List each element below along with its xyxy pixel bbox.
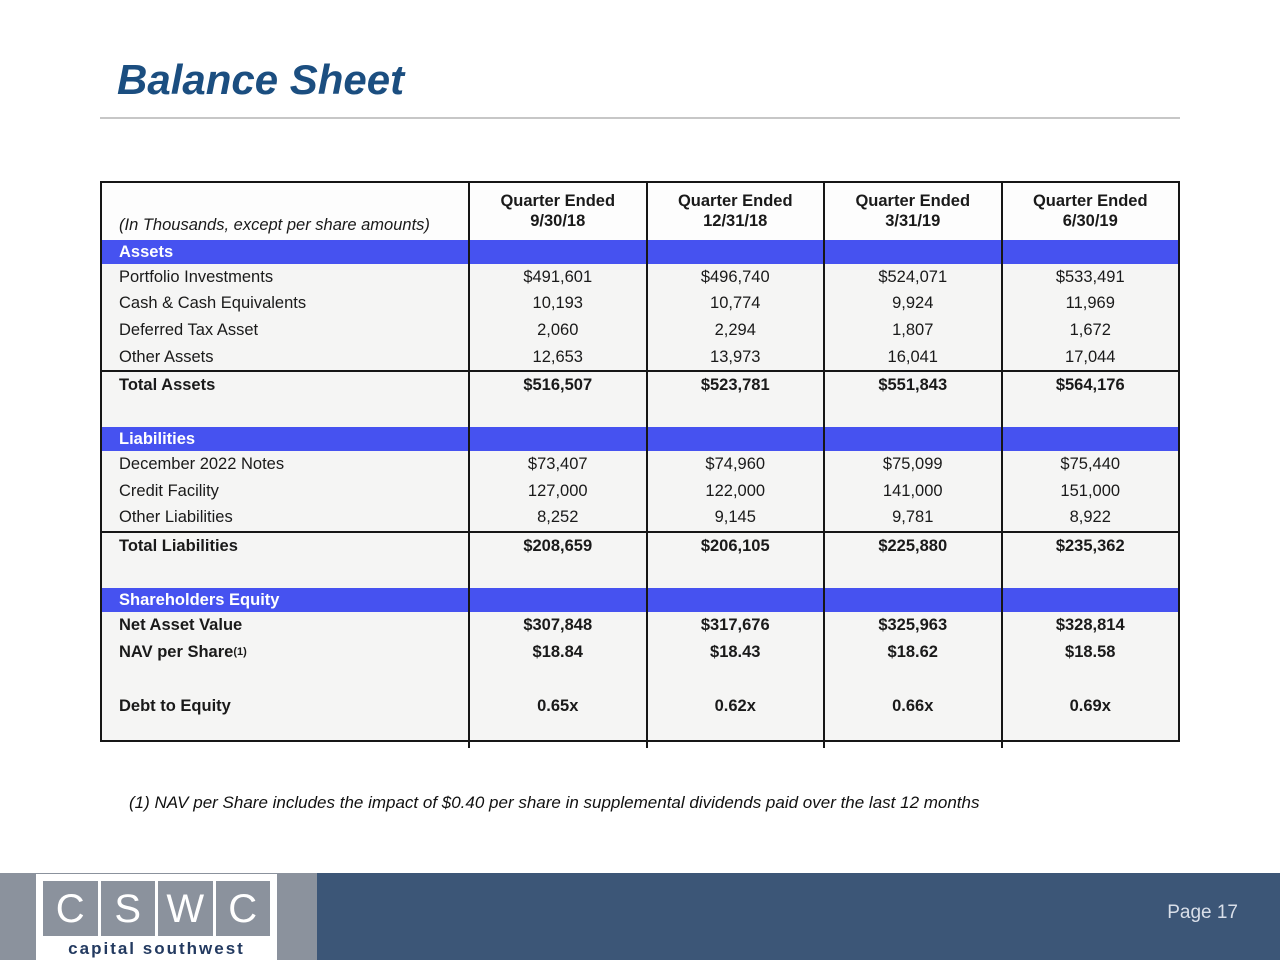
row-value: 0.66x: [823, 693, 1001, 720]
column-header-q2: [646, 183, 824, 240]
logo-letter-squares: [43, 881, 270, 936]
row-label: Total Assets: [119, 376, 216, 395]
row-value: $328,814: [1001, 612, 1179, 639]
row-value: [646, 720, 824, 748]
section-header-row: [102, 427, 1178, 451]
table-row: [102, 612, 1178, 639]
table-row: [102, 344, 1178, 371]
row-value: [1001, 588, 1179, 612]
logo-wordmark: capital southwest: [68, 939, 245, 958]
table-row: [102, 478, 1178, 505]
table-row: [102, 505, 1178, 532]
row-value: $491,601: [468, 264, 646, 291]
row-value: [468, 665, 646, 693]
row-label: Assets: [119, 242, 174, 261]
row-value: [646, 399, 824, 427]
column-header-q4: [1001, 183, 1179, 240]
row-value: [468, 240, 646, 264]
row-value: [823, 399, 1001, 427]
row-value: [1001, 560, 1179, 588]
row-value: $523,781: [646, 372, 824, 399]
row-value: $18.58: [1001, 639, 1179, 666]
row-value: $18.62: [823, 639, 1001, 666]
column-header-line1: Quarter Ended: [855, 192, 971, 211]
row-value: [1001, 665, 1179, 693]
row-value: [823, 240, 1001, 264]
row-value: 0.69x: [1001, 693, 1179, 720]
table-row: [102, 560, 1178, 588]
row-value: $564,176: [1001, 372, 1179, 399]
row-value: [823, 588, 1001, 612]
row-value: $496,740: [646, 264, 824, 291]
row-label: NAV per Share (1): [119, 642, 247, 661]
table-row: [102, 693, 1178, 720]
column-header-line1: Quarter Ended: [677, 192, 793, 211]
table-row: [102, 399, 1178, 427]
row-label: Shareholders Equity: [119, 590, 280, 609]
column-header-q1: [468, 183, 646, 240]
row-value: 12,653: [468, 344, 646, 371]
footnote: (1) NAV per Share includes the impact of $0.40 per share in supplemental dividends paid over the last 12 months: [129, 793, 980, 812]
table-row: [102, 291, 1178, 318]
row-value: [823, 560, 1001, 588]
row-value: 8,922: [1001, 505, 1179, 532]
row-value: [646, 240, 824, 264]
row-label: Deferred Tax Asset: [119, 320, 259, 339]
row-value: $524,071: [823, 264, 1001, 291]
row-value: 16,041: [823, 344, 1001, 371]
table-row: [102, 370, 1178, 399]
row-value: 151,000: [1001, 478, 1179, 505]
row-value: 11,969: [1001, 291, 1179, 318]
row-value: $516,507: [468, 372, 646, 399]
row-value: 2,060: [468, 317, 646, 344]
row-value: [646, 588, 824, 612]
cswc-logo: [36, 874, 277, 960]
row-value: 9,781: [823, 505, 1001, 532]
section-header-row: [102, 240, 1178, 264]
logo-letter-c2: C: [216, 881, 271, 936]
column-header-q3: [823, 183, 1001, 240]
row-label: December 2022 Notes: [119, 455, 285, 474]
row-value: [646, 665, 824, 693]
row-value: [1001, 240, 1179, 264]
row-value: 1,807: [823, 317, 1001, 344]
row-label: Total Liabilities: [119, 537, 238, 556]
table-row: [102, 317, 1178, 344]
row-value: $18.84: [468, 639, 646, 666]
row-value: 0.62x: [646, 693, 824, 720]
row-value: $551,843: [823, 372, 1001, 399]
column-header-line1: Quarter Ended: [500, 192, 616, 211]
row-value: $533,491: [1001, 264, 1179, 291]
page-number: Page 17: [1167, 902, 1238, 923]
row-value: $325,963: [823, 612, 1001, 639]
row-value: 8,252: [468, 505, 646, 532]
title-underline: [100, 117, 1180, 119]
table-header-row: [102, 183, 1178, 240]
row-value: $73,407: [468, 451, 646, 478]
row-value: $75,099: [823, 451, 1001, 478]
row-label: Debt to Equity: [119, 697, 231, 716]
row-value: 10,193: [468, 291, 646, 318]
footer-navy-band: [317, 873, 1280, 960]
unit-note: (In Thousands, except per share amounts): [119, 216, 430, 234]
row-label: Other Assets: [119, 347, 214, 366]
row-value: [823, 665, 1001, 693]
row-value: [468, 560, 646, 588]
row-label: [102, 665, 468, 693]
row-value: 1,672: [1001, 317, 1179, 344]
row-value: 122,000: [646, 478, 824, 505]
row-value: $206,105: [646, 533, 824, 560]
row-label: [102, 399, 468, 427]
row-value: $225,880: [823, 533, 1001, 560]
row-value: [1001, 399, 1179, 427]
row-value: $235,362: [1001, 533, 1179, 560]
table-row: [102, 264, 1178, 291]
column-header-line2: 6/30/19: [1062, 211, 1118, 230]
row-value: [1001, 427, 1179, 451]
balance-sheet-table: [100, 181, 1180, 742]
logo-letter-s: S: [101, 881, 156, 936]
row-value: 0.65x: [468, 693, 646, 720]
column-header-line2: 3/31/19: [885, 211, 941, 230]
row-value: $317,676: [646, 612, 824, 639]
row-value: [468, 427, 646, 451]
row-value: [468, 720, 646, 748]
row-value: [468, 399, 646, 427]
row-value: 2,294: [646, 317, 824, 344]
row-value: $18.43: [646, 639, 824, 666]
row-value: [646, 427, 824, 451]
row-label: Cash & Cash Equivalents: [119, 294, 307, 313]
row-label: Net Asset Value: [119, 615, 243, 634]
row-value: $74,960: [646, 451, 824, 478]
page-title: Balance Sheet: [117, 56, 405, 103]
row-value: [468, 588, 646, 612]
row-value: [646, 560, 824, 588]
row-value: 141,000: [823, 478, 1001, 505]
row-value: [823, 720, 1001, 748]
row-value: 10,774: [646, 291, 824, 318]
row-label: [102, 720, 468, 748]
row-label: Liabilities: [119, 429, 196, 448]
table-row: [102, 639, 1178, 666]
row-value: 9,145: [646, 505, 824, 532]
row-value: 13,973: [646, 344, 824, 371]
table-row: [102, 720, 1178, 748]
row-value: $307,848: [468, 612, 646, 639]
table-body: [102, 240, 1178, 748]
row-value: $75,440: [1001, 451, 1179, 478]
column-header-line1: Quarter Ended: [1032, 192, 1148, 211]
row-label: Credit Facility: [119, 481, 219, 500]
table-row: [102, 531, 1178, 560]
column-header-line2: 12/31/18: [703, 211, 768, 230]
row-value: 9,924: [823, 291, 1001, 318]
logo-letter-c1: C: [43, 881, 98, 936]
row-label: Portfolio Investments: [119, 267, 274, 286]
row-label: Other Liabilities: [119, 508, 233, 527]
row-value: 127,000: [468, 478, 646, 505]
row-value: [823, 427, 1001, 451]
row-label: [102, 560, 468, 588]
table-row: [102, 451, 1178, 478]
logo-letter-w: W: [158, 881, 213, 936]
row-value: [1001, 720, 1179, 748]
table-row: [102, 665, 1178, 693]
row-value: 17,044: [1001, 344, 1179, 371]
row-value: $208,659: [468, 533, 646, 560]
section-header-row: [102, 588, 1178, 612]
column-header-line2: 9/30/18: [530, 211, 586, 230]
